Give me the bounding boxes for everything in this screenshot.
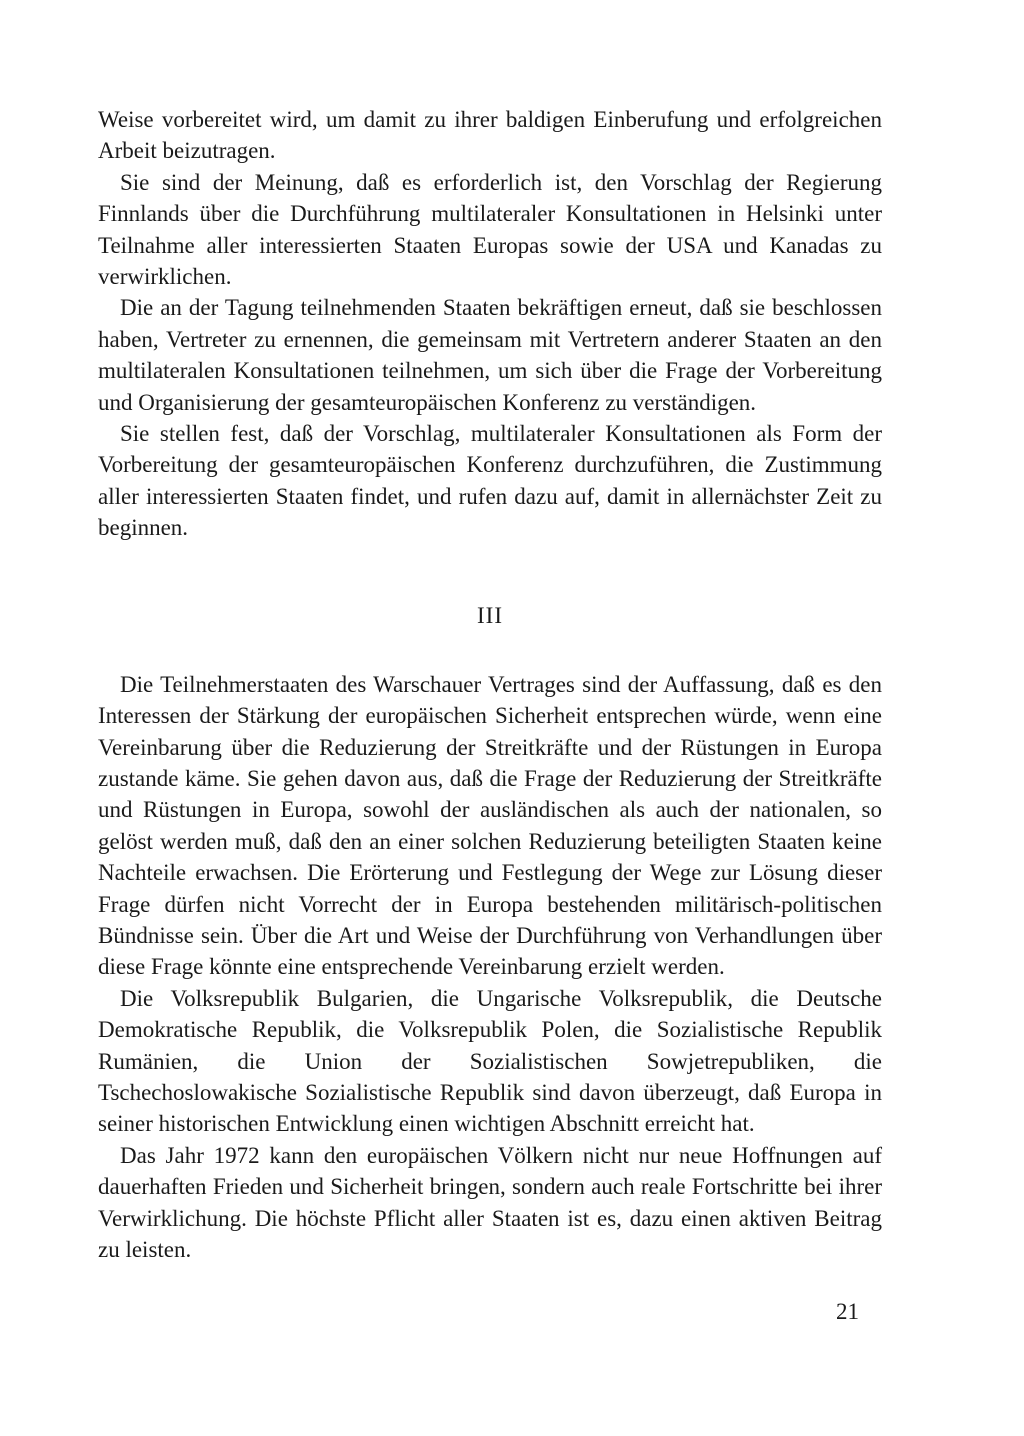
paragraph-warsaw-pact: Die Teilnehmerstaaten des Warschauer Vertrages sind der Auffassung, daß es den Interessen der Stärkung der europäischen Sicherheit entsprechen würde, wenn eine Vereinbarung über die Reduzierung der Streitkräfte und der Rüstungen in Europa zustande käme. Sie gehen davon aus, daß die Frage der Reduzierung der Streitkräfte und Rüstungen in Europa, sowohl der ausländischen als auch der nationalen, so gelöst werden muß, daß den an einer solchen Reduzierung beteiligten Staaten keine Nachteile erwachsen. Die Erörterung und Festlegung der Wege zur Lösung dieser Frage dürfen nicht Vorrecht der in Europa bestehenden militärisch-politischen Bündnisse sein. Über die Art und Weise der Durchführung von Verhandlungen über diese Frage könnte eine entsprechende Vereinbarung erzielt werden. [98, 671, 882, 980]
spacer [98, 544, 882, 600]
paragraph-year-1972: Das Jahr 1972 kann den europäischen Völkern nicht nur neue Hoffnungen auf dauerhaften Frieden und Sicherheit bringen, sondern auch reale Fortschritte bei ihrer Verwirklichung. Die höchste Pflicht aller Staaten ist es, dazu einen aktiven Beitrag zu leisten. [98, 1142, 882, 1262]
page-number: 21 [836, 1299, 859, 1324]
paragraph-consultations: Sie stellen fest, daß der Vorschlag, multilateraler Konsultationen als Form der Vorbereitung der gesamteuropäischen Konferenz durchzuführen, die Zustimmung aller interessierten Staaten findet, und rufen dazu auf, damit in allernächster Zeit zu beginnen. [98, 421, 882, 541]
paragraph-continuation: Weise vorbereitet wird, um damit zu ihrer baldigen Einberufung und erfolgreichen Arbeit beizutragen. [98, 107, 882, 164]
paragraph-representatives: Die an der Tagung teilnehmenden Staaten bekräftigen erneut, daß sie beschlossen haben, Vertreter zu ernennen, die gemeinsam mit Vertretern anderer Staaten an den multilateralen Konsultationen teilnehmen, um sich über die Frage der Vorbereitung und Organisierung der gesamteuropäischen Konferenz zu verständigen. [98, 295, 882, 415]
spacer [98, 631, 882, 669]
paragraph-member-states: Die Volksrepublik Bulgarien, die Ungarische Volksrepublik, die Deutsche Demokratische Republik, die Volksrepublik Polen, die Sozialistische Republik Rumänien, die Union der Sozialistischen Sowjetrepubliken, die Tschechoslowakische Sozialistische Republik sind davon überzeugt, daß Europa in seiner historischen Entwicklung einen wichtigen Abschnitt erreicht hat. [98, 985, 882, 1137]
paragraph-finland-proposal: Sie sind der Meinung, daß es erforderlich ist, den Vorschlag der Regierung Finnlands über die Durchführung multilateraler Konsultationen in Helsinki unter Teilnahme aller interessierten Staaten Europas sowie der USA und Kanadas zu verwirklichen. [98, 169, 882, 290]
section-heading: III [477, 602, 503, 628]
page-body [98, 104, 882, 1265]
